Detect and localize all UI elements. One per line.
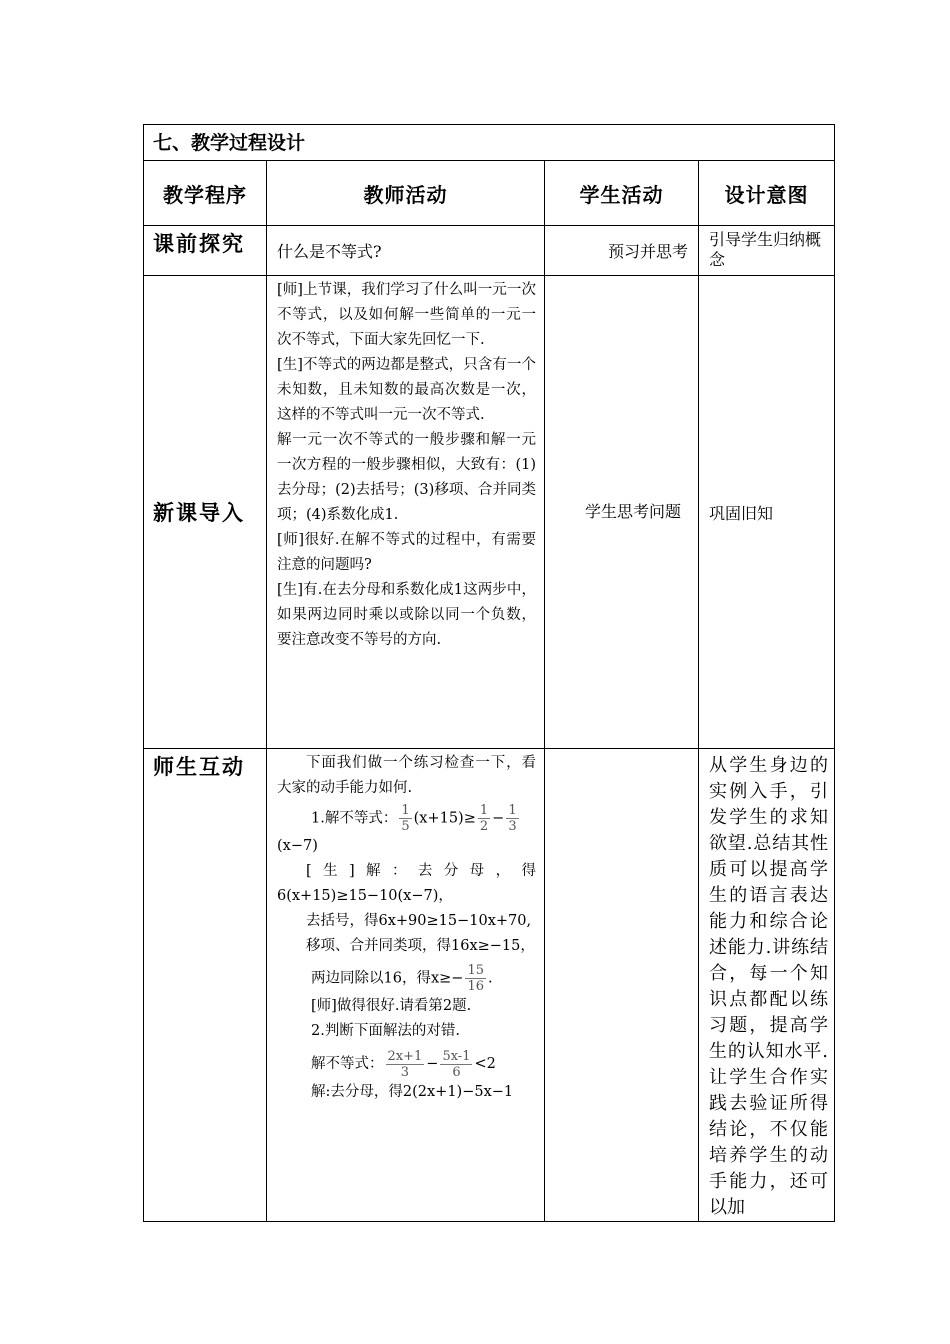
fraction: $\frac{15}{16}$ [467, 963, 484, 994]
solution-line: 去括号，得6x+90≥15−10x+70, [306, 913, 532, 929]
fraction: $\frac{2x+1}{3}$ [387, 1048, 423, 1080]
solution-prefix: 两边同除以16，得x≥− [311, 970, 464, 987]
design-intent-cell: 巩固旧知 [699, 276, 835, 749]
table-row [144, 749, 835, 1222]
dialogue-line: [生]有.在去分母和系数化成1这两步中，如果两边同时乘以或除以同一个负数，要注意改变不等号的方向. [277, 582, 536, 648]
question-2: 2.判断下面解法的对错. [311, 1023, 460, 1039]
procedure-cell: 师生互动 [144, 749, 267, 1222]
procedure-cell: 课前探究 [144, 226, 267, 276]
dialogue-line: [师]很好.在解不等式的过程中，有需要注意的问题吗? [277, 532, 536, 573]
minus-sign: − [426, 1056, 439, 1072]
design-intent-cell: 从学生身边的实例入手，引发学生的求知欲望.总结其性质可以提高学生的语言表达能力和综合论述能力.讲练结合，每一个知识点都配以练习题，提高学生的认知水平.让学生合作实践去验证所得结论，不仅能培养学生的动手能力，还可以加 [699, 749, 835, 1222]
teacher-activity-cell [267, 276, 545, 749]
question-1-mid: (x+15)≥ [413, 810, 476, 827]
student-activity-cell: 预习并思考 [545, 226, 699, 276]
fraction: $\frac{5x-1}{6}$ [442, 1048, 471, 1080]
design-intent-cell: 引导学生归纳概念 [699, 226, 835, 276]
dialogue-line: 解一元一次不等式的一般步骤和解一元一次方程的一般步骤相似，大致有：(1)去分母；(2)去括号；(3)移项、合并同类项；(4)系数化成1. [277, 432, 536, 523]
table-row [144, 276, 835, 749]
teaching-process-table [143, 124, 835, 1222]
procedure-cell: 新课导入 [144, 276, 267, 749]
question-2-tail: <2 [474, 1056, 496, 1072]
minus-sign: − [492, 810, 505, 827]
question-2-prefix: 解不等式： [311, 1056, 384, 1072]
solution-tail: . [487, 970, 493, 987]
dialogue-line: [师]上节课，我们学习了什么叫一元一次不等式，以及如何解一些简单的一元一次不等式，下面大家先回忆一下. [277, 282, 536, 348]
solution-line: 移项、合并同类项，得16x≥−15， [306, 938, 535, 954]
dialogue-line: [生]不等式的两边都是整式，只含有一个未知数，且未知数的最高次数是一次，这样的不等式叫一元一次不等式. [277, 357, 536, 423]
solution-line [277, 963, 536, 994]
fraction: $\frac{1}{3}$ [508, 803, 517, 834]
header-row [144, 161, 835, 226]
solution-line: 解:去分母，得2(2x+1)−5x−1 [311, 1084, 514, 1100]
header-procedure: 教学程序 [144, 161, 267, 226]
teacher-activity-cell: 什么是不等式? [267, 226, 545, 276]
header-student-activity: 学生活动 [545, 161, 699, 226]
student-activity-cell [545, 749, 699, 1222]
question-1-prefix: 1.解不等式： [311, 810, 398, 827]
teacher-activity-cell [267, 749, 545, 1222]
header-teacher-activity: 教师活动 [267, 161, 545, 226]
question-2-expression [277, 1048, 536, 1080]
header-design-intent: 设计意图 [699, 161, 835, 226]
question-1 [277, 803, 536, 834]
question-1-tail: (x−7) [277, 838, 318, 854]
fraction: $\frac{1}{5}$ [401, 803, 410, 834]
fraction: $\frac{1}{2}$ [479, 803, 489, 834]
section-title: 七、教学过程设计 [144, 125, 835, 161]
solution-line: [生]解：去分母，得6(x+15)≥15−10(x−7)， [277, 863, 536, 904]
lesson-plan [143, 124, 834, 1222]
exercise-intro: 下面我们做一个练习检查一下，看大家的动手能力如何. [277, 755, 536, 796]
teacher-comment: [师]做得很好.请看第2题. [311, 998, 472, 1014]
table-row [144, 226, 835, 276]
student-activity-cell: 学生思考问题 [545, 276, 699, 749]
